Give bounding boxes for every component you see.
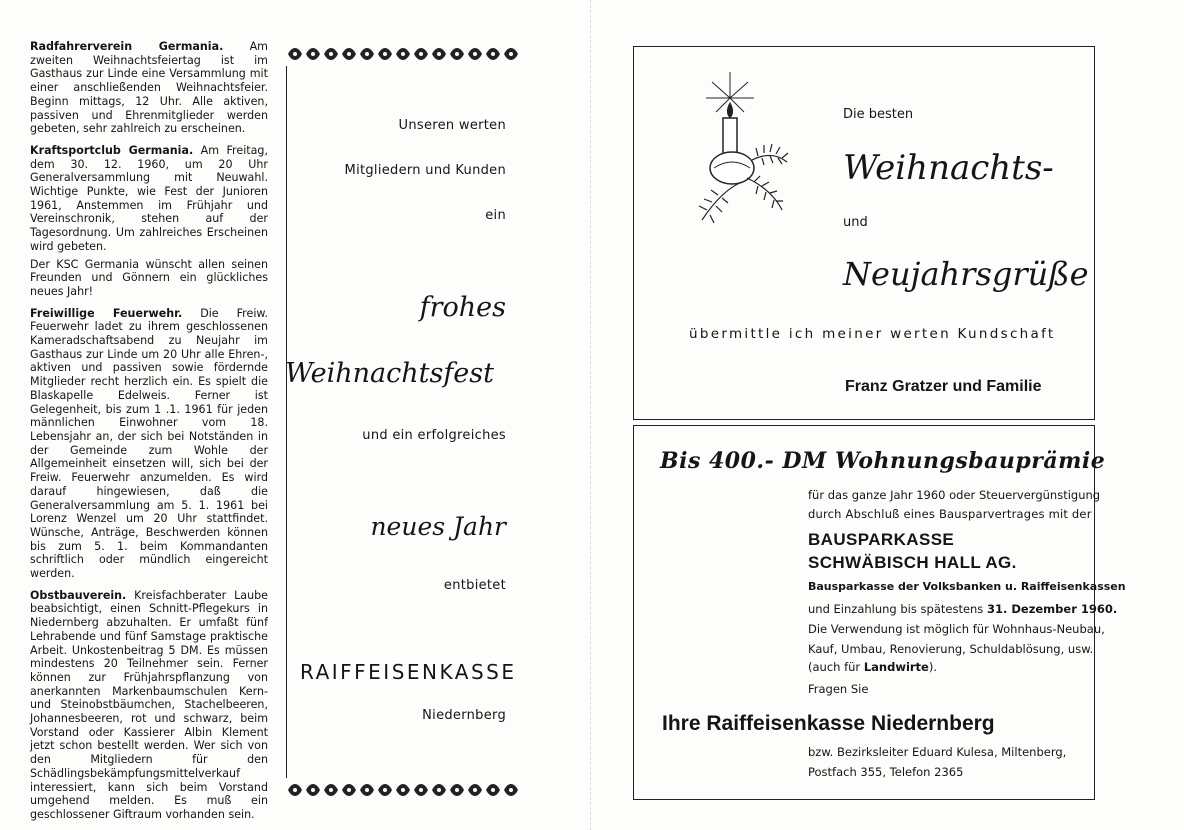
greeting-signature: Franz Gratzer und Familie (845, 378, 1042, 395)
bauspar-line-7: Fragen Sie (808, 682, 869, 696)
ornament-border-top (286, 44, 520, 64)
mid-script-weihnachtsfest: Weihnachtsfest (285, 358, 494, 389)
greeting-script-neujahrsgruesse: Neujahrsgrüße (843, 255, 1089, 293)
ornament-border-left (286, 66, 287, 778)
mid-bank-name: RAIFFEISENKASSE (300, 660, 517, 684)
page-fold (590, 0, 591, 830)
notice-obstbauverein: Obstbauverein. Kreisfachberater Laube beabsichtigt, einen Schnitt-Pflegekurs in Niedernberg abzuhalten. Er umfaßt fünf Lehrabende und fünf Samstage praktische Arbeit. Unkostenbeitrag 5 DM. Es müssen mindestens 20 Teilnehmer sein. Ferner können zur Frühjahrspflanzung von anerkannten Markenbaumschulen Kern- und Steinobstbäumchen, Stachelbeeren, Johannesbeeren, rot und schwarz, beim Vorstand oder Kassierer Albin Klement jetzt schon bestellt werden. Wer sich von den Mitgliedern für den Schädlingsbekämpfungsmittelverkauf interessiert, kann sich beim Vorstand umgehend melden. Es muß ein geschlossener Giftraum vorhanden sein. (30, 588, 268, 821)
candle-illustration (692, 70, 812, 230)
bauspar-headline: Bis 400.- DM Wohnungsbauprämie (660, 448, 1106, 474)
bauspar-contact-1: bzw. Bezirksleiter Eduard Kulesa, Miltenberg, (808, 745, 1067, 759)
bauspar-contact-2: Postfach 355, Telefon 2365 (808, 765, 964, 779)
greeting-and: und (843, 215, 868, 230)
club-notices-column (30, 40, 268, 830)
ornament-border-bottom (286, 780, 520, 800)
notice-ksc-greeting: Der KSC Germania wünscht allen seinen Freunden und Gönnern ein glückliches neues Jahr! (30, 257, 268, 298)
mid-line-2: Mitgliedern und Kunden (344, 163, 506, 178)
bauspar-line-4: Die Verwendung ist möglich für Wohnhaus-Neubau, (808, 622, 1105, 636)
notice-radfahrerverein: Radfahrerverein Germania. Am zweiten Weihnachtsfeiertag ist im Gasthaus zur Linde eine Versammlung mit einer anschließenden Weihnachtsfeier. Beginn mittags, 12 Uhr. Alle aktiven, passiven und Ehrenmitglieder werden gebeten, sehr zahlreich zu erscheinen. (30, 40, 268, 136)
bauspar-bank: Ihre Raiffeisenkasse Niedernberg (662, 712, 995, 735)
greeting-line-2: übermittle ich meiner werten Kundschaft (689, 326, 1056, 342)
mid-script-frohes: frohes (419, 292, 506, 323)
greeting-script-weihnachts: Weihnachts- (843, 148, 1054, 188)
mid-line-4: und ein erfolgreiches (362, 428, 506, 443)
mid-line-1: Unseren werten (398, 118, 506, 133)
greeting-line-1: Die besten (843, 107, 914, 122)
bauspar-subtitle: Bausparkasse der Volksbanken u. Raiffeisenkassen (808, 580, 1126, 593)
mid-place: Niedernberg (422, 708, 506, 723)
mid-script-neues-jahr: neues Jahr (370, 512, 506, 541)
bauspar-line-3: und Einzahlung bis spätestens 31. Dezember 1960. (808, 602, 1118, 616)
mid-line-5: entbietet (443, 578, 506, 593)
bauspar-line-2: durch Abschluß eines Bausparvertrages mit der (808, 507, 1092, 521)
bauspar-company-2: SCHWÄBISCH HALL AG. (808, 553, 1017, 572)
bauspar-line-1: für das ganze Jahr 1960 oder Steuervergünstigung (808, 488, 1101, 502)
notice-feuerwehr: Freiwillige Feuerwehr. Die Freiw. Feuerwehr ladet zu ihrem geschlossenen Kameradschaftsabend zu Neujahr im Gasthaus zur Linde um 20 Uhr alle Ehren-, aktiven und passiven sowie fördernde Mitglieder recht herzlich ein. Es spielt die Blaskapelle Edelweis. Ferner ist Gelegenheit, bis zum 1 .1. 1961 für jeden männlichen Einwohner vom 18. Lebensjahr an, der sich bei Notständen in der Gemeinde zum Wohle der Allgemeinheit einsetzen will, sich bei der Freiw. Feuerwehr anzumelden. Es wird darauf hingewiesen, daß die Generalversammlung am 5. 1. 1961 bei Lorenz Wenzel um 20 Uhr stattfindet. Wünsche, Anträge, Beschwerden können bis zum 5. 1. beim Kommandanten schriftlich oder mündlich eingereicht werden. (30, 306, 268, 581)
notice-kraftsportclub: Kraftsportclub Germania. Am Freitag, dem 30. 12. 1960, um 20 Uhr Generalversammlung mit Neuwahl. Wichtige Punkte, wie Fest der Junioren 1961, Anstemmen im Frühjahr und Vereinschronik, stehen auf der Tagesordnung. Um zahlreiches Erscheinen wird gebeten. (30, 143, 268, 253)
bauspar-line-6: (auch für Landwirte). (808, 660, 938, 674)
bauspar-line-5: Kauf, Umbau, Renovierung, Schuldablösung, usw. (808, 642, 1094, 656)
bauspar-company-1: BAUSPARKASSE (808, 530, 955, 549)
mid-line-3: ein (485, 208, 506, 223)
